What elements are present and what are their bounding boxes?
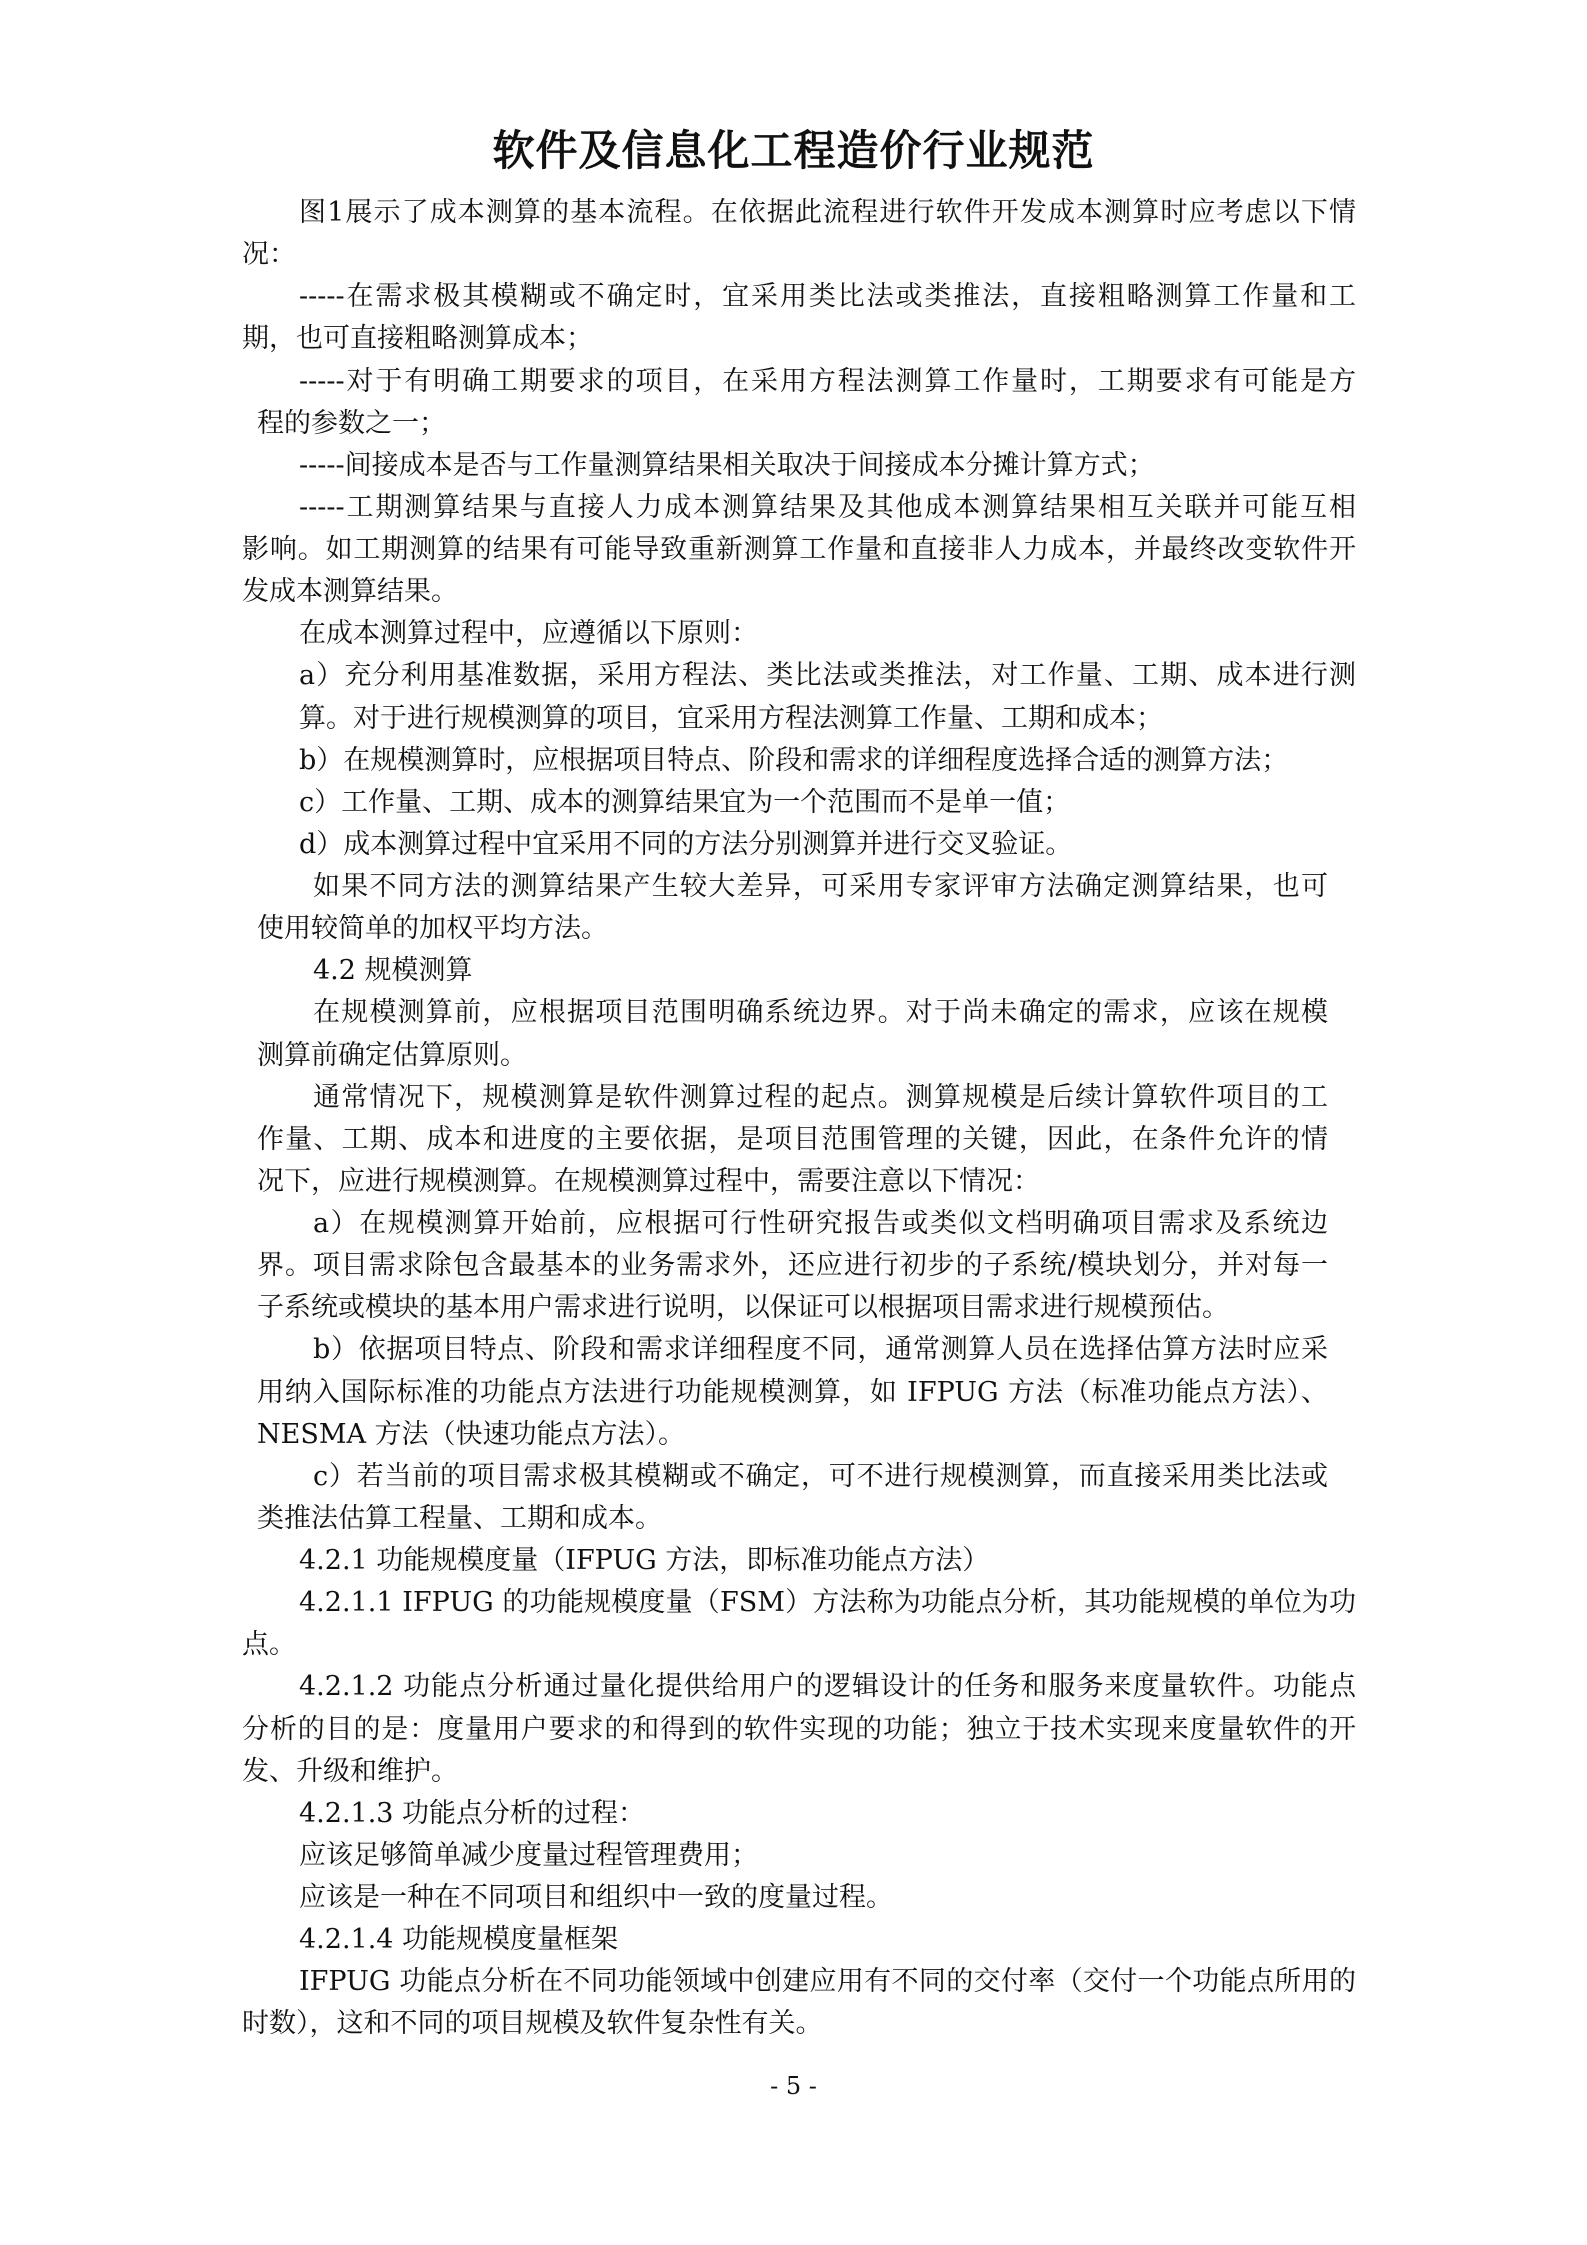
text-line: 在规模测算前，应根据项目范围明确系统边界。对于尚未确定的需求，应该在规模 — [313, 997, 1328, 1029]
text-line: 如果不同方法的测算结果产生较大差异，可采用专家评审方法确定测算结果，也可 — [313, 871, 1328, 902]
text-line: 用纳入国际标准的功能点方法进行功能规模测算，如 IFPUG 方法（标准功能点方法）、 — [257, 1376, 1328, 1408]
text-line: -----对于有明确工期要求的项目，在采用方程法测算工作量时，工期要求有可能是方 — [299, 365, 1356, 397]
text-line: IFPUG 功能点分析在不同功能领域中创建应用有不同的交付率（交付一个功能点所用的 — [299, 1966, 1356, 1998]
text-line: 发、升级和维护。 — [242, 1755, 458, 1787]
page-number: - 5 - — [770, 2072, 817, 2100]
document-body — [0, 192, 1587, 2046]
text-line: 类推法估算工程量、工期和成本。 — [257, 1502, 662, 1534]
text-line: 程的参数之一； — [257, 407, 446, 439]
section-heading-4-2: 4.2 规模测算 — [313, 955, 473, 987]
text-line: 子系统或模块的基本用户需求进行说明，以保证可以根据项目需求进行规模预估。 — [257, 1292, 1229, 1324]
section-heading-4-2-1: 4.2.1 功能规模度量（IFPUG 方法，即标准功能点方法） — [299, 1545, 990, 1576]
text-line: 发成本测算结果。 — [242, 576, 458, 608]
text-line: 分析的目的是：度量用户要求的和得到的软件实现的功能；独立于技术实现来度量软件的开 — [242, 1713, 1356, 1745]
list-item-d: d）成本测算过程中宜采用不同的方法分别测算并进行交叉验证。 — [299, 828, 1073, 860]
text-line: 通常情况下，规模测算是软件测算过程的起点。测算规模是后续计算软件项目的工 — [313, 1081, 1328, 1113]
text-line: 使用较简单的加权平均方法。 — [257, 913, 608, 945]
text-line: 期，也可直接粗略测算成本； — [242, 323, 593, 355]
text-line: NESMA 方法（快速功能点方法）。 — [257, 1418, 686, 1450]
clause-4-2-1-3: 4.2.1.3 功能点分析的过程： — [299, 1797, 646, 1829]
list-item-c: c）若当前的项目需求极其模糊或不确定，可不进行规模测算，而直接采用类比法或 — [313, 1460, 1328, 1492]
text-line: 点。 — [242, 1629, 296, 1661]
document-title: 软件及信息化工程造价行业规范 — [492, 126, 1095, 175]
text-line: 时数），这和不同的项目规模及软件复杂性有关。 — [242, 2008, 823, 2040]
list-item-b: b）在规模测算时，应根据项目特点、阶段和需求的详细程度选择合适的测算方法； — [299, 744, 1289, 776]
text-line: 界。项目需求除包含最基本的业务需求外，还应进行初步的子系统/模块划分，并对每一 — [257, 1250, 1328, 1282]
text-line: 应该是一种在不同项目和组织中一致的度量过程。 — [299, 1882, 893, 1913]
text-line: 图1展示了成本测算的基本流程。在依据此流程进行软件开发成本测算时应考虑以下情 — [299, 197, 1356, 228]
text-line: 影响。如工期测算的结果有可能导致重新测算工作量和直接非人力成本，并最终改变软件开 — [242, 534, 1356, 565]
text-line: -----间接成本是否与工作量测算结果相关取决于间接成本分摊计算方式； — [299, 449, 1155, 481]
text-line: 作量、工期、成本和进度的主要依据，是项目范围管理的关键，因此，在条件允许的情 — [257, 1123, 1328, 1155]
list-item-a: a）在规模测算开始前，应根据可行性研究报告或类似文档明确项目需求及系统边 — [313, 1208, 1328, 1239]
text-line: 应该足够简单减少度量过程管理费用； — [299, 1839, 758, 1871]
text-line: -----在需求极其模糊或不确定时，宜采用类比法或类推法，直接粗略测算工作量和工 — [299, 281, 1356, 313]
text-line: -----工期测算结果与直接人力成本测算结果及其他成本测算结果相互关联并可能互相 — [299, 491, 1356, 523]
text-line: 测算前确定估算原则。 — [257, 1039, 527, 1071]
clause-4-2-1-1: 4.2.1.1 IFPUG 的功能规模度量（FSM）方法称为功能点分析，其功能规模的单位为功 — [299, 1587, 1356, 1619]
text-line: 在成本测算过程中，应遵循以下原则： — [299, 618, 758, 650]
clause-4-2-1-2: 4.2.1.2 功能点分析通过量化提供给用户的逻辑设计的任务和服务来度量软件。功能点 — [299, 1671, 1356, 1703]
clause-4-2-1-4: 4.2.1.4 功能规模度量框架 — [299, 1924, 619, 1956]
list-item-b: b）依据项目特点、阶段和需求详细程度不同，通常测算人员在选择估算方法时应采 — [313, 1334, 1328, 1366]
text-line: 算。对于进行规模测算的项目，宜采用方程法测算工作量、工期和成本； — [299, 702, 1163, 734]
text-line: 况： — [242, 239, 296, 271]
list-item-c: c）工作量、工期、成本的测算结果宜为一个范围而不是单一值； — [299, 786, 1071, 818]
list-item-a: a）充分利用基准数据，采用方程法、类比法或类推法，对工作量、工期、成本进行测 — [299, 660, 1356, 692]
text-line: 况下，应进行规模测算。在规模测算过程中，需要注意以下情况： — [257, 1165, 1040, 1197]
